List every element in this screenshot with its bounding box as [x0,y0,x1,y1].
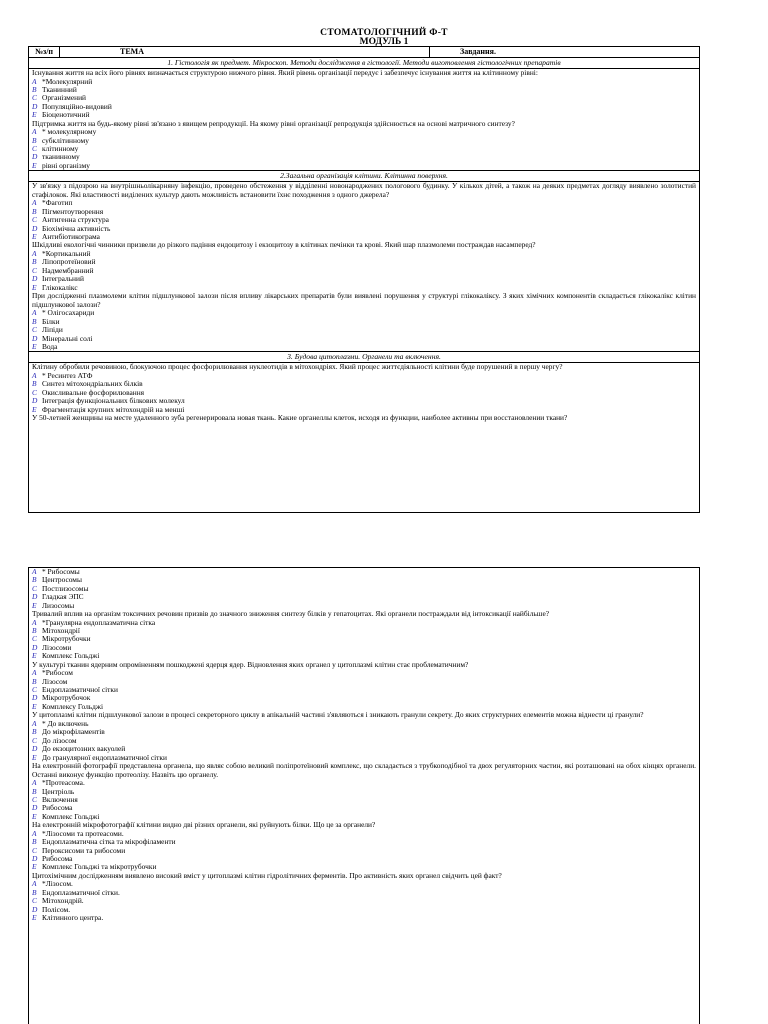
answer-option [29,318,699,326]
answer-option [29,128,699,136]
option-letter: C [32,93,37,103]
question-text: У культурі тканин ядерним опроміненням пошкоджені ядерця ядер. Відновлення яких органел у цитоплазмі клітин стає проблематичним? [32,660,469,669]
answer-option [29,275,699,283]
option-letter: E [32,752,37,762]
answer-option [29,267,699,275]
option-letter: A [32,778,37,788]
answer-option [29,250,699,258]
option-letter: C [32,215,37,225]
answer-option [29,602,699,610]
option-text: Інтегральний [42,274,84,284]
answer-option [29,585,699,593]
option-text: Комплекс Гольджі [42,651,100,661]
answer-option [29,103,699,111]
answer-option [29,619,699,627]
answer-option [29,162,699,171]
answer-option [29,694,699,702]
option-text: Популяційно-видовий [42,101,112,111]
task-table-page-2 [28,567,700,1024]
option-letter: B [32,727,37,737]
option-letter: D [32,592,38,602]
option-text: Мінеральні солі [42,333,93,343]
answer-option [29,199,699,207]
answer-option [29,652,699,660]
option-text: Білки [42,316,60,326]
option-text: Синтез мітохондріальних білків [42,379,143,389]
answer-option [29,635,699,643]
option-letter: B [32,626,37,636]
module-title: МОДУЛЬ 1 [359,37,409,47]
question-text: Цитохімічним дослідженням виявлено високий вміст у цитоплазмі клітин гідролітичних ферментів. Про активність яких органел свідчить цей факт? [32,871,502,880]
option-text: Біохімічна активність [42,223,111,233]
option-letter: A [32,718,37,728]
option-text: Лізосом [42,676,68,686]
option-letter: C [32,685,37,695]
option-letter: E [32,651,37,661]
option-letter: E [32,282,37,292]
answer-option [29,889,699,897]
option-text: Глікокалікс [42,282,78,292]
option-letter: C [32,735,37,745]
option-text: * До включень [42,718,89,728]
answer-option [29,406,699,414]
question-text: Існування життя на всіх його рівнях визначається структурою нижчого рівня. Який рівень організації передує і забезпечує існування життя на клітинному рівні: [32,69,538,77]
col-num: №з/п [29,47,60,57]
option-letter: D [32,803,38,813]
answer-option [29,343,699,352]
option-letter: C [32,794,37,804]
option-text: *Рибосом [42,668,73,678]
option-text: Рибосома [42,853,73,863]
option-text: Комплекс Гольджі [42,811,100,821]
option-letter: C [32,325,37,335]
answer-option [29,880,699,888]
question-text: На електронній мікрофотографії клітини видно дві різних органели, які руйнують білки. Що це за органели? [32,821,376,830]
option-letter: E [32,912,37,922]
page-2-content [29,568,699,922]
option-text: *Лізосом. [42,879,73,889]
option-letter: D [32,333,38,343]
option-letter: D [32,274,38,284]
answer-option [29,847,699,855]
option-letter: B [32,887,37,897]
option-text: Мітохондрії [42,626,80,636]
option-letter: B [32,786,37,796]
question-text: У зв'язку з підозрою на внутрішньолікарняну інфекцію, проведено обстеження у відділенні новонароджених пологового будинку. У кількох дітей, а також на деяких предметах догляду виявлено золотистий стафілокок. Які властивості виділених культур дають можливість встановити їхнє походження з одного джерела? [32,182,696,199]
answer-option [29,728,699,736]
answer-option [29,686,699,694]
faculty-title: СТОМАТОЛОГІЧНИЙ Ф-Т [320,28,448,38]
option-text: До мікрофіламентів [42,727,105,737]
answer-option [29,335,699,343]
option-letter: B [32,575,37,585]
answer-option [29,225,699,233]
question-text: При дослідженні плазмолеми клітин підшлункової залози після впливу лікарських препаратів були виявлені порушення у структурі глікокаліксу. З яких хімічних компонентів складається глікокалікс клітин підшлункової залози? [32,292,696,309]
option-text: Вода [42,341,58,351]
option-text: Біоценотичний [42,110,90,120]
answer-option [29,678,699,686]
option-text: Рибосома [42,803,73,813]
answer-option [29,897,699,905]
option-text: * молекулярному [42,127,97,137]
col-task: Завдання. [460,47,496,56]
option-text: Мітохондрій. [42,896,84,906]
option-text: Гладкая ЭПС [42,592,84,602]
option-text: Надмембранний [42,265,94,275]
answer-option [29,145,699,153]
option-text: Ліпопротеїновий [42,257,96,267]
answer-option [29,284,699,292]
option-text: Інтеграція функціональних білкових молекул [42,396,185,406]
col-topic: ТЕМА [60,47,430,57]
option-letter: A [32,617,37,627]
table-header [29,47,699,58]
option-letter: D [32,744,38,754]
option-text: Ендоплазматичної сітки [42,685,118,695]
question-text: Шкідливі екологічні чинники призвели до різкого падіння ендоцитозу і екзоцитозу в клітинах печінки та крові. Який шар плазмолеми постраждав насамперед? [32,241,536,250]
answer-option [29,137,699,145]
option-letter: C [32,583,37,593]
option-letter: D [32,152,38,162]
answer-option [29,208,699,216]
answer-option [29,796,699,804]
option-text: Мікротрубочок [42,693,91,703]
answer-option [29,669,699,677]
option-letter: E [32,811,37,821]
option-letter: D [32,101,38,111]
task-table-page-1 [28,46,700,513]
option-text: Постлизосомы [42,583,89,593]
answer-option [29,627,699,635]
question-text: Клітину обробили речовиною, блокуючою процес фосфорилювання нуклеотидів в мітохондріях. Який процес життєдіяльності клітини буде порушений в першу чергу? [32,363,563,372]
option-text: *Фаготип [42,198,73,208]
option-text: До екзоцитозних вакуолей [42,744,126,754]
option-letter: C [32,896,37,906]
option-letter: B [32,837,37,847]
option-letter: A [32,668,37,678]
answer-option [29,111,699,119]
option-text: До гранулярної ендоплазматичної сітки [42,752,167,762]
option-letter: C [32,265,37,275]
topic-heading: 2.Загальна організація клітини. Клітинна поверхня. [29,171,699,182]
option-text: Пероксисоми та рибосоми [42,845,126,855]
option-letter: A [32,828,37,838]
answer-option [29,737,699,745]
option-letter: E [32,600,37,610]
option-text: Центросомы [42,575,82,585]
answer-option [29,86,699,94]
option-letter: C [32,144,37,154]
option-letter: B [32,316,37,326]
answer-option [29,309,699,317]
option-text: Центріоль [42,786,75,796]
option-letter: D [32,904,38,914]
option-letter: B [32,379,37,389]
option-text: тканинному [42,152,80,162]
question-text: У цитоплазмі клітин підшлункової залози в процесі секреторного циклу в апікальній частині з'являються і зникають гранули секрету. До яких структурних елементів можна віднести ці гранули? [32,711,644,720]
option-text: Ендоплазматичної сітки. [42,887,120,897]
option-text: Окисливальне фосфорилювання [42,387,145,397]
option-letter: A [32,567,37,576]
answer-option [29,326,699,334]
option-text: Пігментоутворення [42,206,104,216]
option-letter: D [32,223,38,233]
option-text: клітинному [42,144,79,154]
question-text: Тривалий вплив на організм токсичних речовин призвів до значного зниження синтезу білків у гепатоцитах. Які органели постраждали від інтоксикації найбільше? [32,610,550,619]
answer-option [29,153,699,161]
option-text: * Рибосомы [42,567,80,576]
option-text: Фрагментація крупних мітохондрій на менші [42,404,185,414]
option-letter: C [32,387,37,397]
answer-option [29,216,699,224]
option-text: *Протеасома. [42,778,85,788]
option-text: *Лізосоми та протеасоми. [42,828,124,838]
option-text: До лізосом [42,735,77,745]
answer-option [29,838,699,846]
option-letter: B [32,206,37,216]
option-letter: B [32,676,37,686]
option-letter: A [32,879,37,889]
option-letter: A [32,249,37,259]
option-letter: A [32,370,37,380]
option-text: Організмений [42,93,86,103]
option-text: Комплексу Гольджі [42,701,104,711]
option-text: Включення [42,794,78,804]
option-letter: A [32,127,37,137]
option-text: Антигенна структура [42,215,109,225]
option-letter: A [32,308,37,318]
page-1-content [29,58,699,423]
question-text: Підтримка життя на будь-якому рівні зв'язано з явищем репродукції. На якому рівні організації репродукція здійснюється на основі матричного синтезу? [32,119,515,128]
option-text: Тканинний [42,85,77,94]
option-letter: E [32,232,37,242]
topic-heading: 1. Гістологія як предмет. Мікроскоп. Методи дослідження в гістології. Методи виготовлення гістологічних препаратів [29,58,699,69]
option-letter: E [32,701,37,711]
question-text: На електронній фотографії представлена органела, що являє собою великий полiпротеїновий комплекс, що складається з трубкоподібної та двох регуляторних частин, які розташовані на обох кінцях органели. Останні виконує функцію протеолізу. Назвіть цю органелу. [32,761,696,779]
option-letter: D [32,642,38,652]
option-letter: A [32,198,37,208]
answer-option [29,754,699,762]
answer-option [29,78,699,86]
option-text: Антибіотикограма [42,232,100,242]
option-text: *Кортикальний [42,249,91,259]
answer-option [29,788,699,796]
option-letter: C [32,845,37,855]
question-text: У 50-летней женщины на месте удаленного зуба регенерировала новая ткань. Какие органеллы клеток, исходя из функции, наиболее активны при восстановлении ткани? [32,413,568,422]
option-letter: B [32,135,37,145]
option-letter: D [32,693,38,703]
option-letter: E [32,160,37,170]
option-text: Полісом. [42,904,71,914]
answer-option [29,813,699,821]
answer-option [29,703,699,711]
option-text: *Гранулярна ендоплазматична сітка [42,617,156,627]
answer-option [29,720,699,728]
answer-option [29,233,699,241]
answer-option [29,644,699,652]
option-letter: E [32,341,37,351]
option-text: Клітинного центра. [42,912,104,922]
answer-option [29,94,699,102]
option-letter: A [32,76,37,86]
answer-option [29,576,699,584]
option-text: Лизосомы [42,600,75,610]
option-letter: B [32,85,37,94]
option-text: * Олігосахариди [42,308,95,318]
option-text: Ендоплазматична сітка та мікрофіламенти [42,837,176,847]
option-text: Мікротрубочки [42,634,91,644]
option-text: Лізосоми [42,642,72,652]
option-letter: E [32,110,37,120]
option-letter: B [32,257,37,267]
answer-option [29,779,699,787]
option-text: *Молекулярний [42,76,93,86]
option-letter: C [32,634,37,644]
option-text: * Ресинтез АТФ [42,370,93,380]
answer-option [29,568,699,576]
option-text: рівні організму [42,160,90,170]
option-letter: E [32,862,37,872]
topic-heading: 3. Будова цитоплазми. Органели та включення. [29,352,699,363]
answer-option [29,804,699,812]
option-letter: D [32,853,38,863]
answer-option [29,914,699,922]
option-letter: D [32,396,38,406]
option-text: субклітинному [42,135,89,145]
option-letter: E [32,404,37,414]
option-text: Ліпіди [42,325,63,335]
answer-option [29,863,699,871]
answer-option [29,906,699,914]
answer-option [29,593,699,601]
answer-option [29,258,699,266]
option-text: Комплекс Гольджі та мікротрубочки [42,862,157,872]
